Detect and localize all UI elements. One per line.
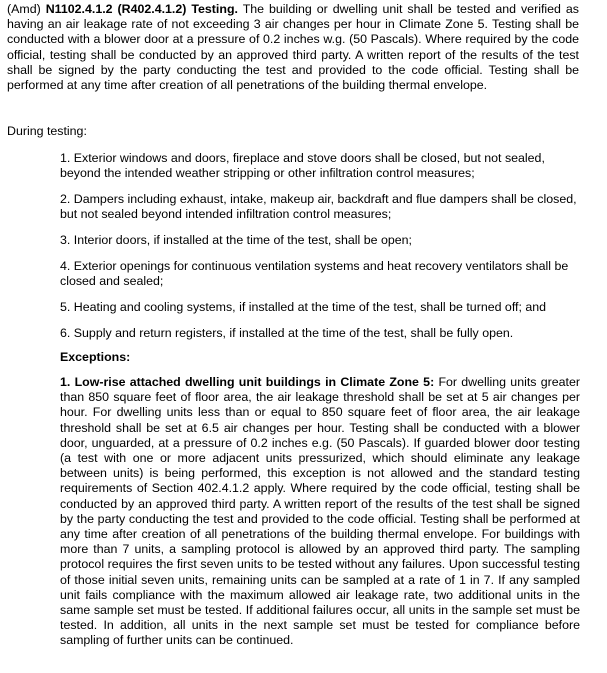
testing-condition-item: 5. Heating and cooling systems, if installed at the time of the test, shall be turned off; and: [60, 300, 547, 314]
section-body: The building or dwelling unit shall be tested and verified as having an air leakage rate of not exceeding 3 air changes per hour in Climate Zone 5. Testing shall be conducted with a blower door at a pressure of 0.2 inches w.g. (50 Pascals). Where required by the code official, testing shall be conducted by an approved third party. A written report of the results of the test shall be signed by the party conducting the test and provided to the code official. Testing shall be performed at any time after creation of all penetrations of the building thermal envelope.: [7, 2, 579, 93]
exception-body: For dwelling units greater than 850 square feet of floor area, the air leakage threshold shall be set at 5 air changes per hour. For dwelling units less than or equal to 850 square feet of floor area, the air leakage threshold shall be set at 6.5 air changes per hour. Testing shall be conducted with a blower door, unguarded, at a pressure of 0.2 inches e.g. (50 Pascals). If guarded blower door testing (a test with one or more adjacent units pressurized, which should eliminate any leakage between units) is being performed, this exception is not allowed and the standard testing requirements of Section 402.4.1.2 apply. Where required by the code official, testing shall be conducted by an approved third party. A written report of the results of the test shall be signed by the party conducting the test and provided to the code official. Testing shall be performed at any time after creation of all penetrations of the building thermal envelope. For buildings with more than 7 units, a sampling protocol is allowed by an approved third party. The sampling protocol requires the first seven units to be tested without any failures. Upon successful testing of those initial seven units, remaining units can be sampled at a rate of 1 in 7. If any sampled unit fails compliance with the maximum allowed air leakage rate, two additional units in the same sample set must be tested. If additional failures occur, all units in the sample set must be tested. In addition, all units in the next sample set must be tested for compliance before sampling of further units can be continued.: [60, 375, 580, 648]
exceptions-heading: Exceptions:: [60, 350, 131, 364]
section-prefix: (Amd): [7, 2, 46, 16]
testing-condition-item: 1. Exterior windows and doors, fireplace and stove doors shall be closed, but not sealed, beyond the intended weather stripping or other infiltration control measures;: [60, 151, 545, 181]
exception-title: 1. Low-rise attached dwelling unit buildings in Climate Zone 5:: [60, 375, 435, 389]
testing-condition-item: 3. Interior doors, if installed at the time of the test, shall be open;: [60, 233, 412, 247]
during-testing-label: During testing:: [7, 124, 87, 138]
testing-condition-item: 6. Supply and return registers, if installed at the time of the test, shall be fully open.: [60, 326, 514, 340]
exception-item: [60, 375, 580, 649]
testing-condition-item: 4. Exterior openings for continuous ventilation systems and heat recovery ventilators shall be closed and sealed;: [60, 259, 569, 289]
section-heading: N1102.4.1.2 (R402.4.1.2) Testing.: [45, 2, 238, 16]
testing-condition-item: 2. Dampers including exhaust, intake, makeup air, backdraft and flue dampers shall be closed, but not sealed beyond intended infiltration control measures;: [60, 192, 577, 222]
section-paragraph: [7, 2, 579, 93]
